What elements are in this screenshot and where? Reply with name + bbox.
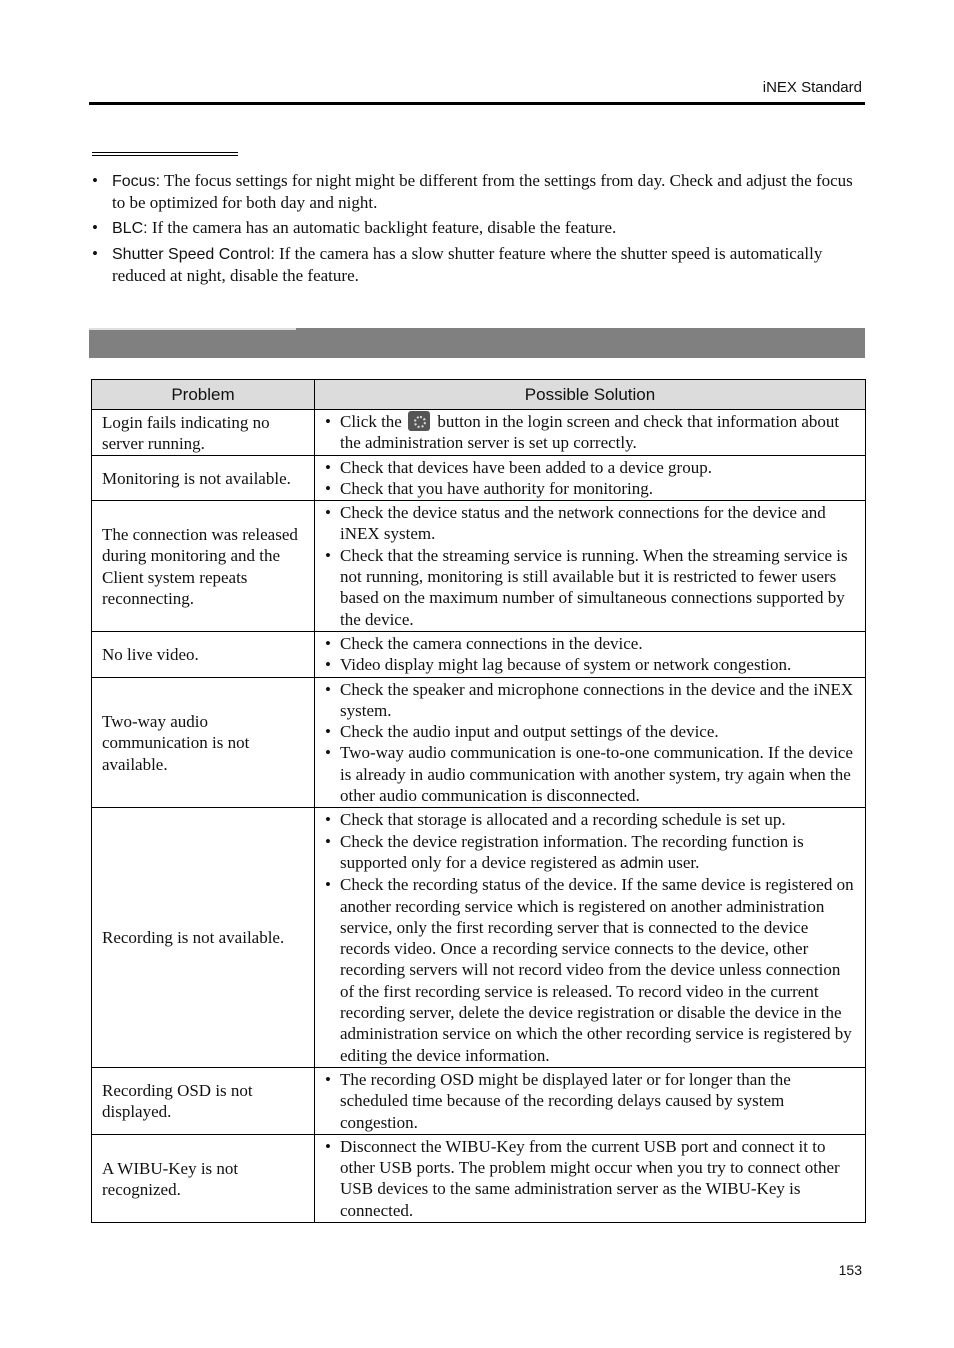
troubleshooting-table <box>91 379 866 1223</box>
solution-text: Disconnect the WIBU-Key from the current USB port and connect it to other USB ports. The problem might occur when you try to connect other USB devices to the same administration server as the WIBU-Key is connected. <box>340 1136 840 1220</box>
settings-gear-icon <box>408 411 430 431</box>
solution-item <box>323 545 857 630</box>
solution-text: Check that devices have been added to a device group. <box>340 457 712 477</box>
bullet-icon: • <box>325 655 331 675</box>
solution-item <box>323 457 857 478</box>
solution-text: Video display might lag because of system or network congestion. <box>340 655 792 675</box>
table-row <box>92 808 866 1068</box>
bullet-icon: • <box>325 1136 331 1156</box>
problem-cell: The connection was released during monitoring and the Client system repeats reconnecting. <box>92 501 315 632</box>
solution-item <box>323 1136 857 1221</box>
solution-cell <box>315 631 866 677</box>
solution-text: Check the audio input and output settings of the device. <box>340 722 719 742</box>
solution-item <box>323 831 857 875</box>
solution-cell <box>315 1067 866 1134</box>
solution-list <box>323 502 857 630</box>
intro-text: If the camera has an automatic backlight feature, disable the feature. <box>147 218 617 237</box>
solution-text: Check that the streaming service is running. When the streaming service is not running, monitoring is still available but it is restricted to fewer users based on the maximum number of simultaneous connections supported by the device. <box>340 545 848 629</box>
solution-item <box>323 478 857 499</box>
section-header-bar <box>89 328 865 358</box>
header-title: iNEX Standard <box>762 79 862 96</box>
intro-term: Focus: <box>112 173 161 190</box>
solution-text: user. <box>663 852 700 872</box>
table-row <box>92 410 866 456</box>
table-row <box>92 1134 866 1222</box>
section-heading-rule <box>92 152 238 156</box>
page-number: 153 <box>838 1262 862 1278</box>
bullet-icon: • <box>325 457 331 477</box>
intro-item-focus <box>92 170 864 213</box>
solution-cell <box>315 677 866 808</box>
solution-item <box>323 679 857 722</box>
solution-item <box>323 809 857 830</box>
bullet-icon: • <box>325 679 331 699</box>
bullet-icon: • <box>325 1069 331 1089</box>
solution-item <box>323 742 857 806</box>
solution-item <box>323 721 857 742</box>
bullet-icon: • <box>325 810 331 830</box>
intro-item-shutter <box>92 243 864 286</box>
table-row <box>92 501 866 632</box>
header-solution: Possible Solution <box>315 380 866 410</box>
solution-list <box>323 411 857 454</box>
bullet-icon: • <box>325 831 331 851</box>
solution-cell <box>315 501 866 632</box>
solution-list <box>323 633 857 676</box>
problem-cell: Login fails indicating no server running. <box>92 410 315 456</box>
solution-cell <box>315 808 866 1068</box>
solution-cell <box>315 1134 866 1222</box>
bullet-icon: • <box>325 478 331 498</box>
problem-cell: Monitoring is not available. <box>92 455 315 501</box>
solution-text: Click the <box>340 412 407 431</box>
solution-list <box>323 457 857 500</box>
solution-text: Check the speaker and microphone connections in the device and the iNEX system. <box>340 679 854 720</box>
solution-text: The recording OSD might be displayed later or for longer than the scheduled time because of the recording delays caused by system congestion. <box>340 1069 791 1132</box>
bullet-icon: • <box>325 503 331 523</box>
solution-text: Two-way audio communication is one-to-one communication. If the device is already in audio communication with another system, try again when the other audio communication is disconnected. <box>340 743 853 806</box>
problem-cell: A WIBU-Key is not recognized. <box>92 1134 315 1222</box>
bullet-icon: • <box>92 244 98 263</box>
problem-cell: Recording is not available. <box>92 808 315 1068</box>
solution-text: button in the login screen and check that information about the administration server is set up correctly. <box>340 412 840 453</box>
solution-item <box>323 874 857 1066</box>
table-row <box>92 1067 866 1134</box>
solution-text: Check that you have authority for monitoring. <box>340 478 654 498</box>
solution-text: Check that storage is allocated and a recording schedule is set up. <box>340 810 786 830</box>
solution-list <box>323 809 857 1066</box>
solution-cell <box>315 410 866 456</box>
solution-list <box>323 679 857 807</box>
problem-cell: Two-way audio communication is not available. <box>92 677 315 808</box>
solution-item <box>323 1069 857 1133</box>
header-problem: Problem <box>92 380 315 410</box>
solution-text: Check the device registration information. The recording function is supported only for a device registered as <box>340 831 804 872</box>
table-row <box>92 631 866 677</box>
solution-item <box>323 654 857 675</box>
intro-term: BLC: <box>112 220 148 237</box>
solution-item <box>323 502 857 545</box>
problem-cell: No live video. <box>92 631 315 677</box>
intro-term: Shutter Speed Control: <box>112 246 275 263</box>
header-rule <box>89 102 865 105</box>
bullet-icon: • <box>325 743 331 763</box>
table-header-row <box>92 380 866 410</box>
solution-text: Check the recording status of the device. If the same device is registered on another recording service which is registered on another administration service, only the first recording server that is connected to the device records video. Once a recording service connects to the device, other recording servers will not record video from the device unless connection of the first recording service is released. To record video in the current recording server, delete the device registration or disable the device in the administration service on which the other recording service is registered by editing the device information. <box>340 875 854 1065</box>
problem-cell: Recording OSD is not displayed. <box>92 1067 315 1134</box>
solution-text: Check the device status and the network connections for the device and iNEX system. <box>340 503 826 544</box>
solution-cell <box>315 455 866 501</box>
solution-list <box>323 1136 857 1221</box>
intro-item-blc <box>92 217 864 239</box>
intro-text: The focus settings for night might be different from the settings from day. Check and adjust the focus to be optimized for both day and night. <box>112 171 853 212</box>
table-body <box>92 410 866 1223</box>
bullet-icon: • <box>92 218 98 237</box>
bullet-icon: • <box>325 875 331 895</box>
bullet-icon: • <box>325 722 331 742</box>
solution-list <box>323 1069 857 1133</box>
section-bar-highlight <box>89 328 296 330</box>
solution-item <box>323 633 857 654</box>
bullet-icon: • <box>325 545 331 565</box>
intro-text: If the camera has a slow shutter feature where the shutter speed is automatically reduced at night, disable the feature. <box>112 244 823 285</box>
solution-term: admin <box>619 854 664 872</box>
solution-text: Check the camera connections in the device. <box>340 633 643 653</box>
solution-item <box>323 411 857 454</box>
bullet-icon: • <box>325 412 331 431</box>
table-row <box>92 455 866 501</box>
bullet-icon: • <box>92 171 98 190</box>
bullet-icon: • <box>325 633 331 653</box>
intro-list <box>92 170 864 290</box>
table-row <box>92 677 866 808</box>
